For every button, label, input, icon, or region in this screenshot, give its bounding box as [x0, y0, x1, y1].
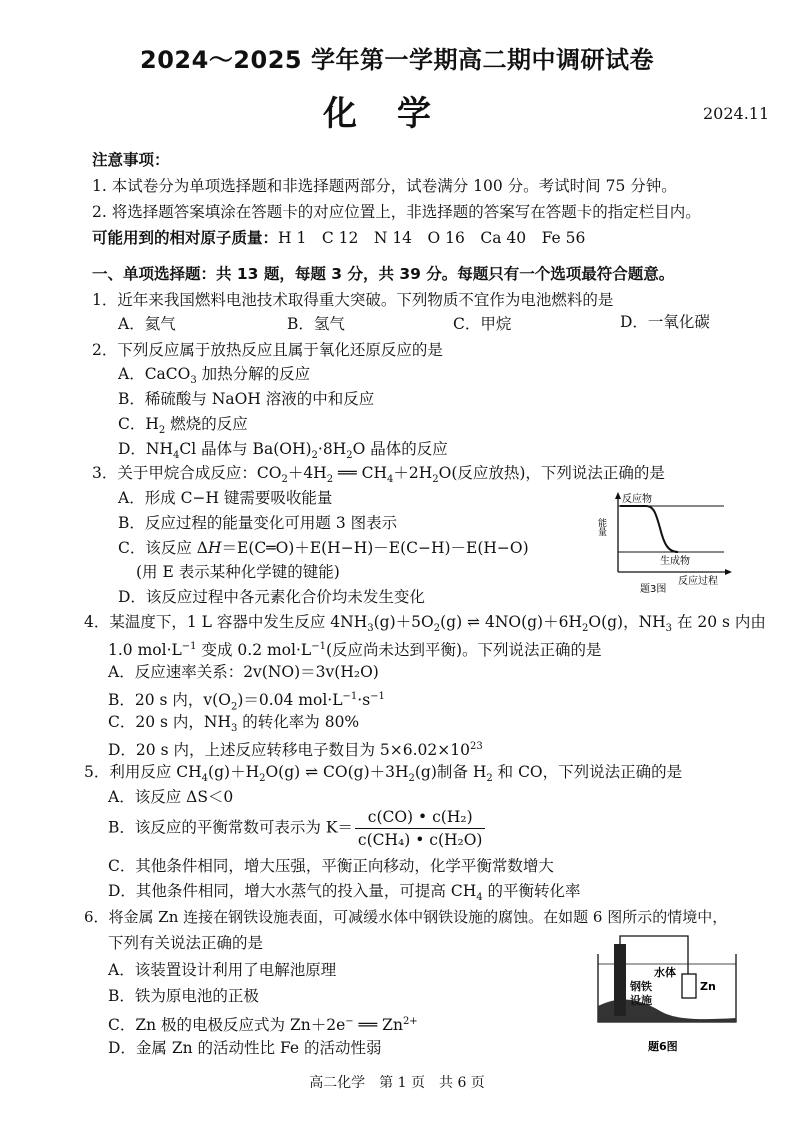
notes-item-2: 2. 将选择题答案填涂在答题卡的对应位置上，非选择题的答案写在答题卡的指定栏目内。	[92, 203, 701, 221]
q3-option-c-note: (用 E 表示某种化学键的键能)	[136, 563, 340, 581]
notes-heading: 注意事项：	[92, 151, 170, 169]
water-label: 水体	[654, 966, 676, 979]
q4-option-d: D．20 s 内，上述反应转移电子数目为 $5\times 6.02\times 10^{23}$	[108, 741, 483, 760]
zn-label: Zn	[700, 980, 716, 993]
q1-option-a: A．氦气	[118, 315, 176, 333]
q2-option-d: D．$NH_4Cl$ 晶体与 $Ba(OH)_2\cdot 8H_2O$ 晶体的反应	[118, 440, 448, 462]
q6-option-d: D．金属 Zn 的活动性比 Fe 的活动性弱	[108, 1039, 382, 1057]
section-heading: 一、单项选择题：共 13 题，每题 3 分，共 39 分。每题只有一个选项最符合题意。	[92, 265, 675, 283]
reactant-label: 反应物	[622, 494, 652, 505]
q4-stem-line2: 1.0 $mol\cdot L^{-1}$ 变成 0.2 $mol\cdot L^{-1}$(反应尚未达到平衡)。下列说法正确的是	[108, 641, 602, 660]
page-footer: 高二化学 第 1 页 共 6 页	[309, 1075, 485, 1091]
q2-option-b: B．稀硫酸与 NaOH 溶液的中和反应	[118, 390, 375, 408]
product-label: 生成物	[660, 556, 690, 567]
steel-structure	[614, 944, 626, 1016]
q4-stem-line1: 4．某温度下，1 L 容器中发生反应 $4NH_3(g)+5O_2(g)$ ⇌ $4NO(g)+6H_2O(g)$，$NH_3$ 在 20 s 内由	[84, 613, 766, 635]
q1-option-c: C．甲烷	[453, 315, 512, 333]
q1-stem: 1．近年来我国燃料电池技术取得重大突破。下列物质不宜作为电池燃料的是	[92, 291, 614, 309]
q3-option-b: B．反应过程的能量变化可用题 3 图表示	[118, 514, 398, 532]
q5-option-a: A．该反应 ΔS＜0	[108, 788, 234, 806]
q2-option-c: C．$H_2$ 燃烧的反应	[118, 415, 248, 437]
q2-stem: 2．下列反应属于放热反应且属于氧化还原反应的是	[92, 341, 443, 359]
reaction-curve	[620, 506, 678, 552]
atomic-mass-label: 可能用到的相对原子质量：	[92, 229, 279, 247]
energy-label: 能量	[596, 518, 606, 536]
q1-option-d: D．一氧化碳	[620, 313, 710, 331]
y-axis-arrow	[615, 492, 621, 499]
subject-title: 化学	[323, 94, 471, 134]
q5-option-d: D．其他条件相同，增大水蒸气的投入量，可提高 $CH_4$ 的平衡转化率	[108, 882, 581, 904]
q4-option-c: C．20 s 内，$NH_3$ 的转化率为 80%	[108, 713, 360, 735]
q6-option-a: A．该装置设计利用了电解池原理	[108, 961, 337, 979]
equilibrium-constant-fraction: $\frac{\text{c(CO) • c(H₂)}}{\text{c(CH₄) • c(H₂O)}}$	[355, 806, 486, 851]
q6-corrosion-diagram	[592, 930, 742, 1060]
x-axis-label: 反应过程	[678, 576, 718, 587]
q3-stem: 3．关于甲烷合成反应：$CO_2+4H_2$ ══ $CH_4+2H_2O$(反应放热)，下列说法正确的是	[92, 464, 665, 486]
q6-stem-line2: 下列有关说法正确的是	[108, 934, 264, 952]
q5-option-c: C．其他条件相同，增大压强，平衡正向移动，化学平衡常数增大	[108, 857, 554, 875]
q1-option-b: B．氢气	[287, 315, 345, 333]
q2-option-a: A．CaCO$_3$ 加热分解的反应	[118, 365, 311, 387]
q3-option-a: A．形成 C−H 键需要吸收能量	[118, 489, 333, 507]
exam-title: 2024～2025 学年第一学期高二期中调研试卷	[140, 46, 654, 74]
steel-label-2: 设施	[630, 994, 652, 1007]
steel-label-1: 钢铁	[630, 980, 652, 993]
q6-figure-caption: 题6图	[648, 1040, 678, 1053]
atomic-mass-values: H 1 C 12 N 14 O 16 Ca 40 Fe 56	[278, 229, 586, 247]
q3-figure-caption: 题3图	[640, 584, 667, 595]
q5-stem: 5．利用反应 $CH_4(g)+H_2O(g)$ ⇌ $CO(g)+3H_2(g)$制备 $H_2$ 和 CO，下列说法正确的是	[84, 763, 683, 785]
q3-option-c: C．该反应 ΔH＝E(C═O)＋E(H−H)－E(C−H)－E(H−O)	[118, 539, 529, 557]
q4-option-a: A．反应速率关系：2v(NO)＝3v(H₂O)	[108, 663, 379, 681]
q3-option-d: D．该反应过程中各元素化合价均未发生变化	[118, 588, 425, 606]
q5-option-b: B．该反应的平衡常数可表示为 K＝ $\frac{\text{c(CO) • c(H₂)}}{\text{c(CH₄) • c(H₂O)}}$	[108, 806, 487, 851]
q6-stem-line1: 6．将金属 Zn 连接在钢铁设施表面，可减缓水体中钢铁设施的腐蚀。在如题 6 图所示的情境中，	[84, 908, 728, 926]
atomic-mass-line	[92, 228, 585, 248]
q6-option-b: B．铁为原电池的正极	[108, 987, 259, 1005]
q4-option-b: B．20 s 内，$v(O_2)=0.04$ $mol\cdot L^{-1}\cdot s^{-1}$	[108, 691, 385, 713]
q6-option-c: C．Zn 极的电极反应式为 Zn＋2e− ══ $Zn^{2+}$	[108, 1016, 418, 1035]
zinc-electrode	[682, 974, 696, 998]
q3-energy-diagram	[598, 488, 738, 598]
x-axis-arrow	[725, 569, 732, 575]
exam-date: 2024.11	[703, 104, 770, 123]
notes-item-1: 1. 本试卷分为单项选择题和非选择题两部分，试卷满分 100 分。考试时间 75 分钟。	[92, 177, 677, 195]
